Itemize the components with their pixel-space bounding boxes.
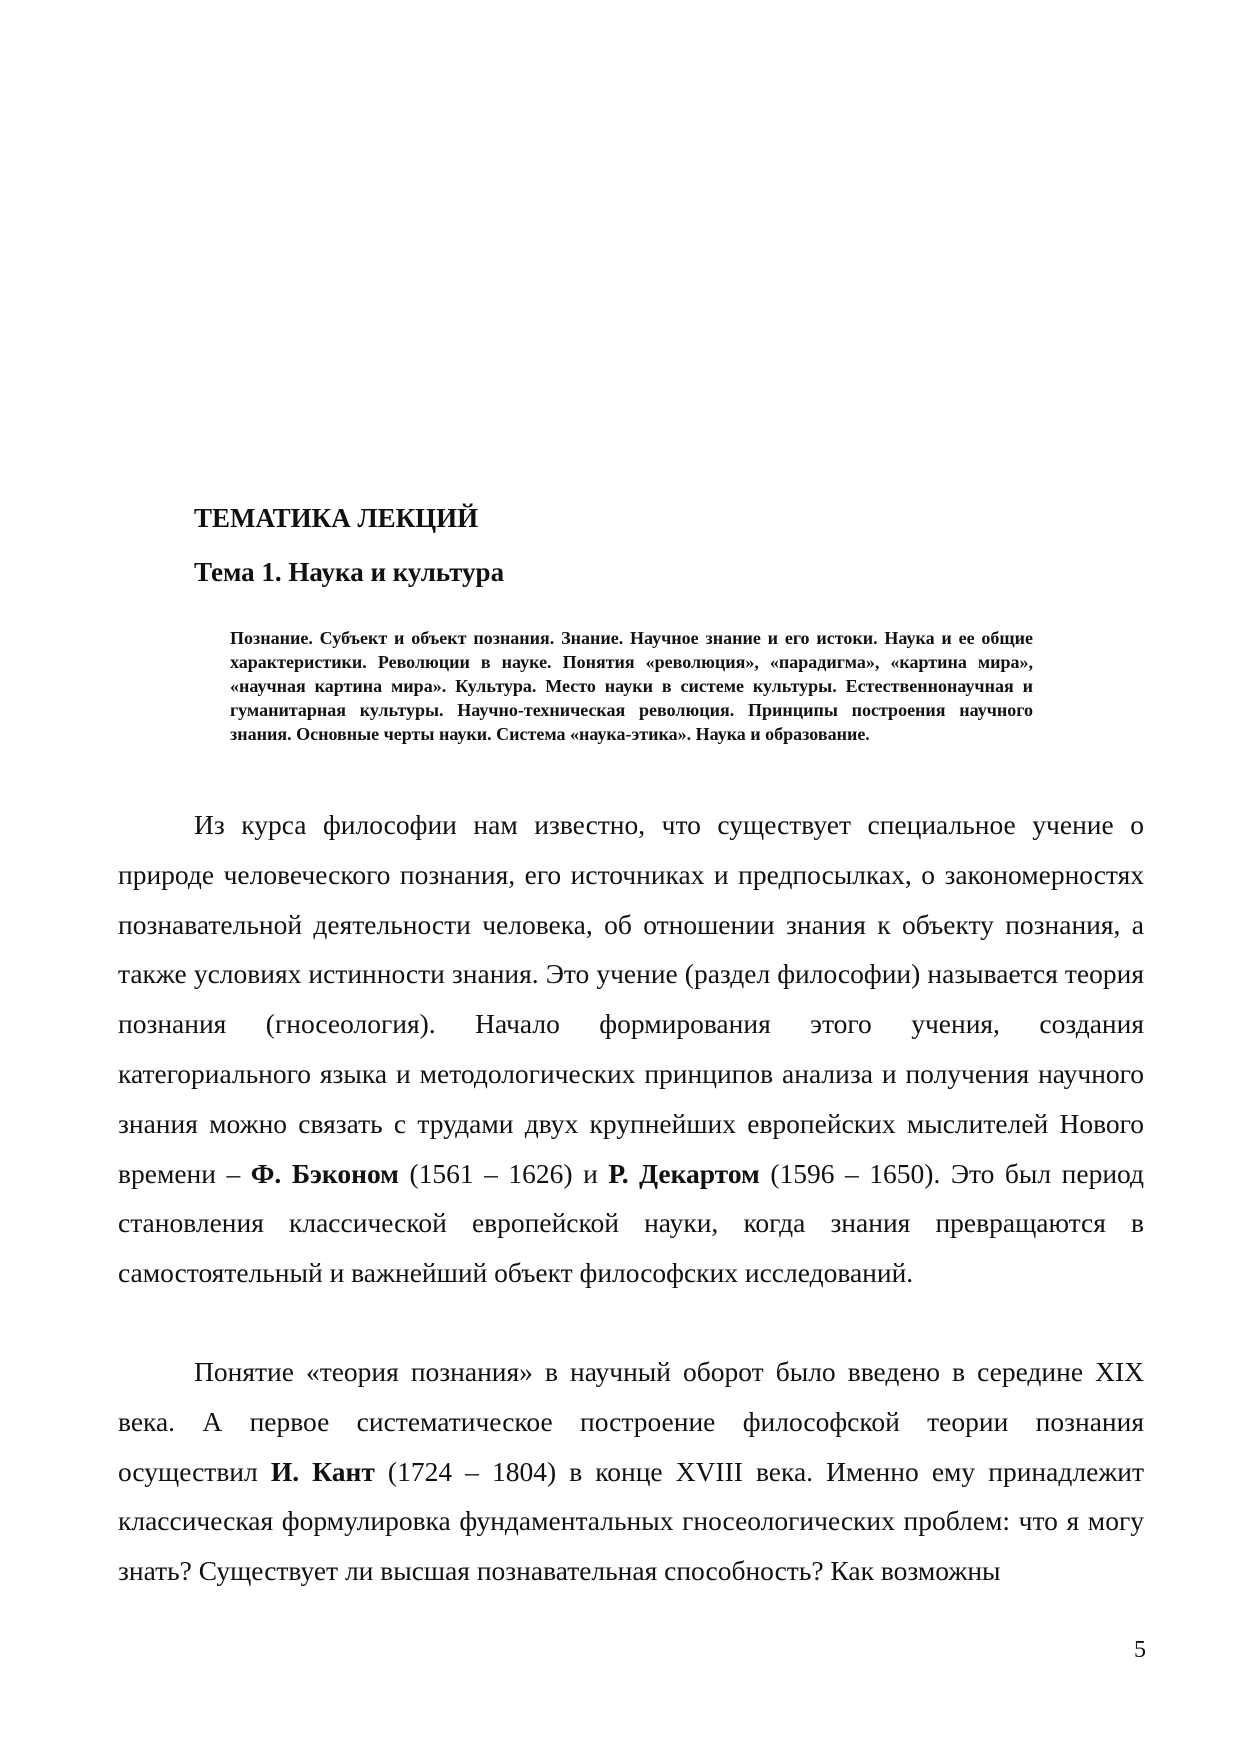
page-number: 5 [1134,1637,1146,1663]
body-paragraph-1 [118,800,1144,1298]
section-title: ТЕМАТИКА ЛЕКЦИЙ [194,503,479,533]
paragraph-1-text-a: Из курса философии нам известно, что существует специальное учение о природе человеческого познания, его источниках и предпосылках, о закономерностях познавательной деятельности человека, об отношении знания к объекту познания, а также условиях истинности знания. Это учение (раздел философии) называется теория познания (гносеология). Начало формирования этого учения, создания категориального языка и методологических принципов анализа и получения научного знания можно связать с трудами двух крупнейших европейских мыслителей Нового времени – [118,809,1144,1189]
paragraph-1-text-c: (1596 – 1650). Это был период становления классической европейской науки, когда знания превращаются в самостоятельный и важнейший объект философских исследований. [118,1157,1144,1289]
paragraph-2-text-a: Понятие «теория познания» в научный оборот было введено в середине XIX века. А первое систематическое построение философской теории познания осуществил [118,1356,1144,1487]
paragraph-2-text-b: (1724 – 1804) в конце XVIII века. Именно ему принадлежит классическая формулировка фундаментальных гносеологических проблем: что я могу знать? Существует ли высшая познавательная способность? Как возможны [118,1455,1145,1587]
topic-title: Тема 1. Наука и культура [194,557,505,587]
paragraph-1-text-b: (1561 – 1626) и [398,1157,609,1189]
topic-abstract: Познание. Субъект и объект познания. Знание. Научное знание и его истоки. Наука и ее общие характеристики. Революции в науке. Понятия «революция», «парадигма», «картина мира», «научная картина мира». Культура. Место науки в системе культуры. Естественнонаучная и гуманитарная культуры. Научно-техническая революция. Принципы построения научного знания. Основные черты науки. Система «наука-этика». Наука и образование. [230,628,1033,744]
name-bacon: Ф. Бэконом [250,1157,399,1189]
body-paragraph-2 [118,1347,1144,1596]
name-kant: И. Кант [270,1455,375,1487]
name-descartes: Р. Декартом [608,1157,760,1189]
